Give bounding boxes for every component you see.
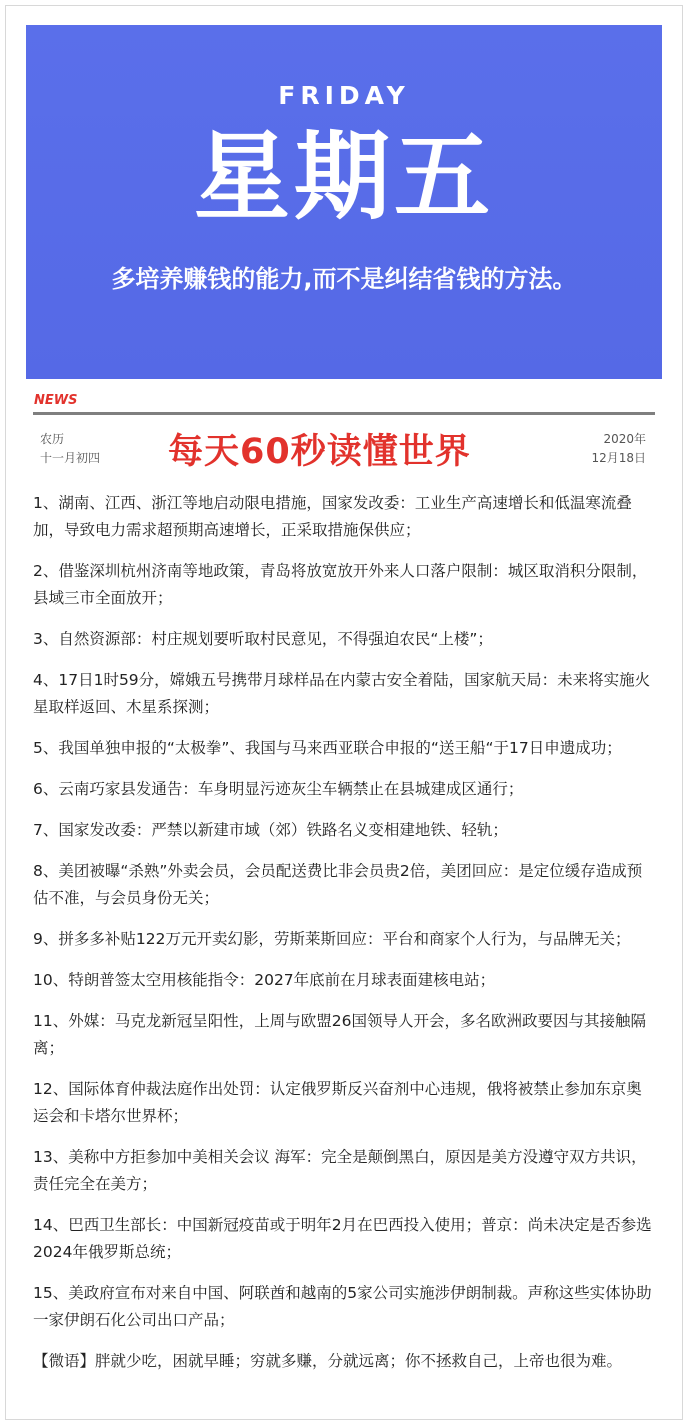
- lunar-value: 十一月初四: [40, 451, 101, 465]
- lunar-date: [40, 430, 100, 468]
- news-item: 11、外媒：马克龙新冠呈阳性，上周与欧盟26国领导人开会，多名欧洲政要因与其接触隔离；: [33, 1012, 646, 1057]
- banner-motto: 多培养赚钱的能力,而不是纠结省钱的方法。: [111, 265, 577, 293]
- weekday-chinese: 星期五: [194, 121, 494, 233]
- weekday-english: FRIDAY: [278, 81, 410, 110]
- news-item: 15、美政府宣布对来自中国、阿联酋和越南的5家公司实施涉伊朗制裁。声称这些实体协助一家伊朗石化公司出口产品；: [33, 1284, 652, 1329]
- gregorian-date: [591, 430, 646, 468]
- lunar-label: 农历: [40, 432, 65, 446]
- news-item: 5、我国单独申报的“太极拳”、我国与马来西亚联合申报的“送王船“于17日申遗成功；: [33, 739, 622, 757]
- news-item: 8、美团被曝“杀熟”外卖会员，会员配送费比非会员贵2倍，美团回应：是定位缓存造成预估不准，与会员身份无关；: [33, 862, 643, 907]
- news-list: [33, 490, 657, 1389]
- header-banner: [26, 25, 662, 379]
- divider: [33, 412, 655, 415]
- news-item: 2、借鉴深圳杭州济南等地政策，青岛将放宽放开外来人口落户限制：城区取消积分限制，县域三市全面放开；: [33, 562, 648, 607]
- news-item: 4、17日1时59分，嫦娥五号携带月球样品在内蒙古安全着陆，国家航天局：未来将实施火星取样返回、木星系探测；: [33, 671, 651, 716]
- news-item: 13、美称中方拒参加中美相关会议 海军：完全是颠倒黑白，原因是美方没遵守双方共识，责任完全在美方；: [33, 1148, 647, 1193]
- news-item: 6、云南巧家县发通告：车身明显污迹灰尘车辆禁止在县城建成区通行；: [33, 780, 524, 798]
- news-item: 10、特朗普签太空用核能指令：2027年底前在月球表面建核电站；: [33, 971, 496, 989]
- news-item: 9、拼多多补贴122万元开卖幻影，劳斯莱斯回应：平台和商家个人行为，与品牌无关；: [33, 930, 631, 948]
- news-item: 14、巴西卫生部长：中国新冠疫苗或于明年2月在巴西投入使用；普京：尚未决定是否参选2024年俄罗斯总统；: [33, 1216, 652, 1261]
- news-tag: NEWS: [34, 393, 78, 408]
- news-item: 3、自然资源部：村庄规划要听取村民意见，不得强迫农民“上楼”；: [33, 630, 493, 648]
- news-item: 1、湖南、江西、浙江等地启动限电措施，国家发改委：工业生产高速增长和低温寒流叠加，导致电力需求超预期高速增长，正采取措施保供应；: [33, 494, 632, 539]
- date-year: 2020年: [603, 432, 646, 446]
- date-day: 12月18日: [591, 451, 646, 465]
- news-item: 12、国际体育仲裁法庭作出处罚：认定俄罗斯反兴奋剂中心违规，俄将被禁止参加东京奥运会和卡塔尔世界杯；: [33, 1080, 642, 1125]
- news-item: 7、国家发改委：严禁以新建市域（郊）铁路名义变相建地铁、轻轨；: [33, 821, 508, 839]
- page-title: 每天60秒读懂世界: [168, 432, 471, 472]
- quote-item: 【微语】胖就少吃，困就早睡；穷就多赚，分就远离；你不拯救自己，上帝也很为难。: [33, 1352, 623, 1370]
